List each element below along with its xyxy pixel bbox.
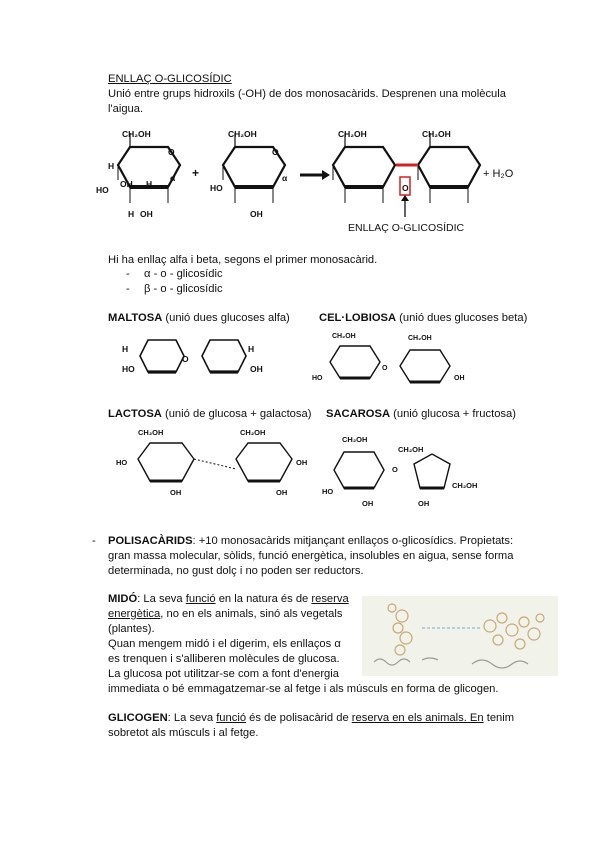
svg-text:OH: OH — [140, 209, 153, 219]
glucose-ring-icon — [418, 133, 480, 203]
list-item-alpha: α - o - glicosídic — [144, 268, 223, 280]
mido-line-2: energètica, no en els animals, sinó als vegetals — [108, 608, 343, 620]
ch2oh-label: CH₂OH — [122, 129, 151, 139]
svg-text:H: H — [248, 344, 255, 354]
svg-text:HO: HO — [312, 375, 323, 382]
mido-line-1: MIDÓ: La seva funció en la natura és de reserva — [108, 593, 349, 605]
svg-text:O: O — [382, 365, 388, 372]
heading-celobiosa: CEL·LOBIOSA (unió dues glucoses beta) — [319, 312, 528, 324]
glicogen-line-2: sobretot als músculs i al fetge. — [108, 727, 259, 739]
mido-line-3: (plantes). — [108, 623, 155, 635]
glucose-ring-icon — [118, 133, 180, 203]
maltosa-structure — [118, 328, 278, 388]
heading-sacarosa: SACAROSA (unió glucosa + fructosa) — [326, 408, 516, 420]
sacarosa-structure — [322, 430, 502, 510]
svg-text:OH: OH — [296, 458, 308, 467]
svg-text:CH₂OH: CH₂OH — [398, 445, 424, 454]
mido-line-4: Quan mengem midó i el digerim, els enllaços α — [108, 638, 341, 650]
glucose-ring-icon — [333, 133, 395, 203]
svg-text:CH₂OH: CH₂OH — [138, 428, 164, 437]
intro-line-2: l'aigua. — [108, 103, 144, 115]
starch-micrograph-image — [362, 596, 558, 676]
reaction-diagram — [96, 125, 540, 240]
bond-oxygen: O — [402, 183, 409, 193]
svg-text:CH₂OH: CH₂OH — [452, 481, 478, 490]
svg-text:H: H — [122, 344, 129, 354]
intro-line-1: Unió entre grups hidroxils (-OH) de dos monosacàrids. Desprenen una molècula — [108, 88, 506, 100]
svg-text:CH₂OH: CH₂OH — [342, 435, 368, 444]
plus-sign: + — [192, 166, 200, 180]
bond-label: ENLLAÇ O-GLICOSÍDIC — [348, 222, 465, 234]
svg-text:CH₂OH: CH₂OH — [240, 428, 266, 437]
glucose-ring-icon — [223, 133, 285, 203]
svg-text:OH: OH — [276, 488, 288, 497]
mido-line-7: immediata o bé emmagatzemar-se al fetge i als músculs en forma de glicogen. — [108, 683, 499, 695]
svg-text:HO: HO — [116, 458, 128, 467]
heading-lactosa: LACTOSA (unió de glucosa + galactosa) — [108, 408, 312, 420]
svg-text:OH: OH — [120, 179, 133, 189]
svg-text:HO: HO — [210, 183, 223, 193]
celobiosa-structure — [312, 328, 502, 390]
svg-text:HO: HO — [322, 487, 334, 496]
types-line: Hi ha enllaç alfa i beta, segons el primer monosacàrid. — [108, 254, 378, 266]
list-bullet: - — [126, 283, 130, 295]
list-bullet: - — [92, 535, 96, 547]
svg-text:CH₂OH: CH₂OH — [228, 129, 257, 139]
svg-text:α: α — [282, 173, 288, 183]
svg-text:O: O — [182, 354, 189, 364]
svg-text:OH: OH — [362, 499, 374, 508]
page-title: ENLLAÇ O-GLICOSÍDIC — [108, 73, 232, 85]
svg-text:H: H — [128, 209, 135, 219]
svg-text:OH: OH — [418, 499, 430, 508]
svg-text:HO: HO — [122, 364, 135, 374]
svg-text:H: H — [108, 161, 115, 171]
polisacarids-line-1: POLISACÀRIDS: +10 monosacàrids mitjançant enllaços o-glicosídics. Propietats: — [108, 535, 514, 547]
glicogen-line-1: GLICOGEN: La seva funció és de polisacàrid de reserva en els animals. En tenim — [108, 712, 515, 724]
ring-oxygen: O — [168, 147, 175, 157]
svg-text:OH: OH — [250, 364, 263, 374]
water-label: + H₂O — [483, 168, 514, 180]
svg-text:CH₂OH: CH₂OH — [332, 333, 356, 340]
svg-text:OH: OH — [170, 488, 182, 497]
svg-text:HO: HO — [96, 185, 109, 195]
polisacarids-line-3: determinada, no gust dolç i no poden ser reductors. — [108, 565, 364, 577]
svg-text:OH: OH — [454, 375, 465, 382]
svg-text:CH₂OH: CH₂OH — [338, 129, 367, 139]
heading-maltosa: MALTOSA (unió dues glucoses alfa) — [108, 312, 290, 324]
svg-text:OH: OH — [250, 209, 263, 219]
list-bullet: - — [126, 268, 130, 280]
polisacarids-line-2: gran massa molecular, sòlids, funció energètica, insolubles en aigua, sense forma — [108, 550, 514, 562]
mido-line-6: La glucosa pot utilitzar-se com a font d'energia — [108, 668, 339, 680]
svg-text:CH₂OH: CH₂OH — [408, 335, 432, 342]
list-item-beta: β - o - glicosídic — [144, 283, 223, 295]
mido-line-5: es trenquen i s'alliberen molècules de glucosa. — [108, 653, 340, 665]
svg-text:O: O — [392, 465, 398, 474]
svg-text:CH₂OH: CH₂OH — [422, 129, 451, 139]
alpha-label: α — [170, 173, 176, 183]
lactosa-structure — [110, 425, 310, 500]
svg-text:H: H — [146, 179, 153, 189]
svg-text:O: O — [272, 147, 279, 157]
